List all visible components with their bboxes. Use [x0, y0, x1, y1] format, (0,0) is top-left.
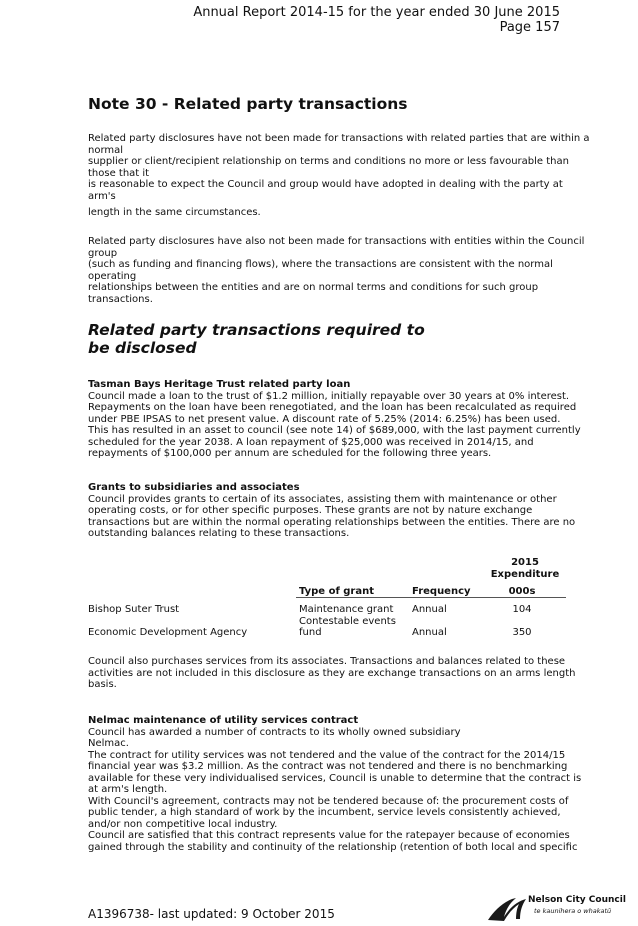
text-line: available for these very individualised services, Council is unable to determine that the contract is: [88, 772, 582, 784]
text-line: outstanding balances relating to these transactions.: [88, 528, 350, 539]
table-row-name: Economic Development Agency: [88, 627, 248, 638]
grants-section: [88, 482, 576, 540]
text-line: arm's: [88, 190, 116, 202]
text-line: (such as funding and financing flows), where the transactions are consistent with the normal: [88, 259, 553, 270]
text-line: basis.: [88, 679, 117, 690]
intro-paragraph-1-end: [88, 207, 568, 219]
table-row-type-continued: fund: [299, 627, 322, 638]
table-row-type: Maintenance grant: [299, 604, 394, 615]
table-row-amount: 104: [512, 604, 532, 615]
text-line: operating: [88, 270, 137, 282]
text-line: those that it: [88, 167, 150, 179]
tasman-loan-section: [88, 379, 581, 460]
table-header-rule: [296, 597, 566, 598]
intro-paragraph-1: [88, 133, 590, 202]
text-line: Council has awarded a number of contracts to its wholly owned subsidiary: [88, 726, 461, 738]
text-line: This has resulted in an asset to council (see note 14) of $689,000, with the last payment currently: [88, 425, 581, 436]
text-line: scheduled for the year 2038. A loan repayment of $25,000 was received in 2014/15, and: [88, 436, 534, 448]
text-line: operating costs, or for other specific purposes. These grants are not by nature exchange: [88, 505, 533, 516]
text-line: relationships between the entities and are on normal terms and conditions for such group: [88, 282, 539, 293]
text-line: group: [88, 247, 118, 259]
text-line: activities are not included in this disclosure as they are exchange transactions on an arms length: [88, 667, 576, 679]
council-logo-name: Nelson City Council: [528, 895, 626, 905]
text-line: Council also purchases services from its associates. Transactions and balances related to these: [88, 656, 566, 667]
table-row-frequency: Annual: [412, 627, 447, 638]
table-header-frequency: Frequency: [412, 586, 471, 597]
purchases-paragraph: [88, 656, 576, 691]
nelmac-section: [88, 715, 582, 853]
text-line: The contract for utility services was not tendered and the value of the contract for the 2014/15: [88, 749, 566, 761]
text-line: under PBE IPSAS to net present value. A discount rate of 5.25% (2014: 6.25%) has been used.: [88, 413, 561, 425]
text-line: financial year was $3.2 million. As the contract was not tendered and there is no benchmarking: [88, 761, 568, 772]
table-row-amount: 350: [512, 627, 532, 638]
text-line: normal: [88, 144, 124, 156]
table-header-type: Type of grant: [299, 586, 375, 597]
text-line: Council made a loan to the trust of $1.2 million, initially repayable over 30 years at 0% interest.: [88, 390, 570, 402]
section-title: [88, 321, 425, 357]
grants-heading: Grants to subsidiaries and associates: [88, 482, 300, 493]
text-line: transactions.: [88, 293, 153, 305]
section-title-line: Related party transactions required to: [88, 321, 425, 339]
table-row-name: Bishop Suter Trust: [88, 604, 180, 615]
nelmac-heading: Nelmac maintenance of utility services contract: [88, 715, 359, 726]
text-line: gained through the stability and continuity of the relationship (retention of both local and specific: [88, 841, 578, 853]
text-line: Council are satisfied that this contract represents value for the ratepayer because of economies: [88, 830, 570, 841]
text-line: transactions but are within the normal operating relationships between the entities. There are no: [88, 516, 576, 528]
tasman-loan-heading: Tasman Bays Heritage Trust related party loan: [88, 379, 351, 390]
text-line: repayments of $100,000 per annum are scheduled for the following three years.: [88, 448, 492, 459]
table-header-expenditure: Expenditure: [490, 569, 560, 580]
council-logo-tagline: te kaunihera o whakatū: [534, 907, 612, 915]
table-header-year: 2015: [511, 557, 539, 568]
table-row-type: Contestable events: [299, 616, 396, 627]
report-header-title: Annual Report 2014-15 for the year ended 30 June 2015: [193, 5, 560, 20]
intro-paragraph-2: [88, 236, 585, 305]
note-title: Note 30 - Related party transactions: [88, 95, 408, 113]
text-line: length in the same circumstances.: [88, 207, 261, 218]
text-line: Related party disclosures have also not been made for transactions with entities within the Council: [88, 236, 585, 247]
text-line: supplier or client/recipient relationship on terms and conditions no more or less favourable than: [88, 156, 569, 167]
text-line: Council provides grants to certain of its associates, assisting them with maintenance or other: [88, 493, 557, 505]
table-header-units: 000s: [508, 586, 536, 597]
text-line: Related party disclosures have not been made for transactions with related parties that are within a: [88, 133, 590, 144]
text-line: at arm's length.: [88, 784, 168, 795]
text-line: public tender, a high standard of work by the incumbent, service levels consistently achieved,: [88, 807, 561, 818]
text-line: and/or non competitive local industry.: [88, 818, 278, 830]
text-line: is reasonable to expect the Council and group would have adopted in dealing with the party at: [88, 179, 563, 190]
page-number: Page 157: [499, 20, 560, 35]
text-line: Nelmac.: [88, 738, 129, 749]
section-title-line: be disclosed: [88, 339, 197, 357]
table-row-frequency: Annual: [412, 604, 447, 615]
text-line: With Council's agreement, contracts may not be tendered because of: the procurement costs of: [88, 795, 569, 807]
document-footer: A1396738- last updated: 9 October 2015: [88, 907, 335, 921]
text-line: Repayments on the loan have been renegotiated, and the loan has been recalculated as required: [88, 402, 577, 413]
